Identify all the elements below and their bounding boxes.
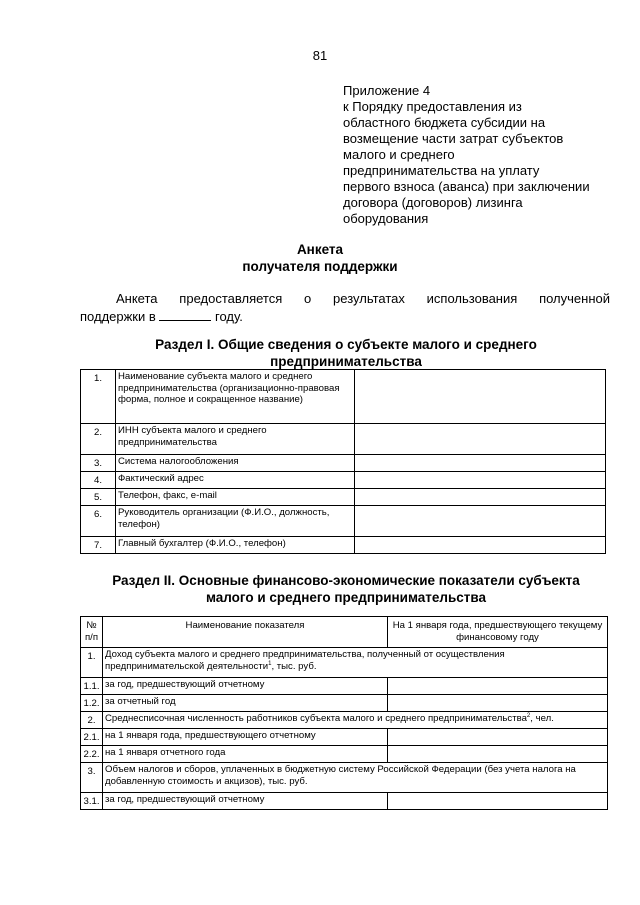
appendix-title: Приложение 4 xyxy=(343,83,431,98)
intro-prefix: поддержки в xyxy=(80,309,156,324)
table-row xyxy=(81,648,608,678)
header-number: № п/п xyxy=(81,617,103,648)
appendix-line: первого взноса (аванса) при заключении xyxy=(343,179,590,194)
row-label: Главный бухгалтер (Ф.И.О., телефон) xyxy=(116,537,355,554)
appendix-line: к Порядку предоставления из xyxy=(343,99,522,114)
table-row xyxy=(81,424,606,455)
footnote-mark: 2 xyxy=(526,712,531,719)
row-number: 3. xyxy=(81,763,103,793)
row-label: Система налогообложения xyxy=(116,455,355,472)
value-cell[interactable] xyxy=(388,678,608,695)
section1-title-line1: Раздел I. Общие сведения о субъекте малого и среднего xyxy=(155,337,537,352)
value-cell[interactable] xyxy=(355,455,606,472)
section2-title-line2: малого и среднего предпринимательства xyxy=(205,590,487,605)
row-label-tail: , чел. xyxy=(530,713,554,724)
row-number: 6. xyxy=(81,506,116,537)
row-number: 1.1. xyxy=(81,678,103,695)
row-label: за год, предшествующий отчетному xyxy=(103,793,388,810)
table-row xyxy=(81,472,606,489)
row-label-text: Среднесписочная численность работников субъекта малого и среднего предпринимательства xyxy=(105,713,527,724)
form-title xyxy=(0,241,640,275)
year-blank-field[interactable] xyxy=(159,308,211,321)
table-row xyxy=(81,489,606,506)
page-number: 81 xyxy=(312,48,328,63)
intro-suffix: году. xyxy=(215,309,243,324)
row-number: 1. xyxy=(81,648,103,678)
row-number: 5. xyxy=(81,489,116,506)
table-header-row xyxy=(81,617,608,648)
table-row xyxy=(81,729,608,746)
row-label: Фактический адрес xyxy=(116,472,355,489)
header-value: На 1 января года, предшествующего текущему финансовому году xyxy=(388,617,608,648)
table-row xyxy=(81,763,608,793)
value-cell[interactable] xyxy=(388,746,608,763)
appendix-line: возмещение части затрат субъектов xyxy=(343,131,564,146)
appendix-block xyxy=(343,83,613,227)
appendix-line: предпринимательства на уплату xyxy=(343,163,540,178)
row-number: 3. xyxy=(81,455,116,472)
row-label: Руководитель организации (Ф.И.О., должность, телефон) xyxy=(116,506,355,537)
row-number: 7. xyxy=(81,537,116,554)
value-cell[interactable] xyxy=(355,489,606,506)
form-title-line2: получателя поддержки xyxy=(242,259,398,274)
table-row xyxy=(81,746,608,763)
value-cell[interactable] xyxy=(355,424,606,455)
row-label: за отчетный год xyxy=(103,695,388,712)
table-row xyxy=(81,793,608,810)
row-number: 2.2. xyxy=(81,746,103,763)
value-cell[interactable] xyxy=(388,695,608,712)
table-row xyxy=(81,506,606,537)
row-number: 4. xyxy=(81,472,116,489)
value-cell[interactable] xyxy=(355,472,606,489)
row-label-text: Доход субъекта малого и среднего предпринимательства, полученный от осуществления предпринимательской деятельности xyxy=(105,649,505,672)
row-label: Объем налогов и сборов, уплаченных в бюджетную систему Российской Федерации (без учета налога на добавленную стоимость и акцизов), тыс. руб. xyxy=(103,763,608,793)
footnote-mark: 1 xyxy=(268,660,272,667)
row-label: Наименование субъекта малого и среднего предпринимательства (организационно-правовая форма, полное и сокращенное название) xyxy=(116,370,355,424)
value-cell[interactable] xyxy=(355,537,606,554)
intro-paragraph xyxy=(80,290,610,326)
value-cell[interactable] xyxy=(355,506,606,537)
intro-line1: Анкета предоставляется о результатах использования полученной xyxy=(116,291,610,306)
row-label: на 1 января отчетного года xyxy=(103,746,388,763)
appendix-line: областного бюджета субсидии на xyxy=(343,115,546,130)
row-number: 2. xyxy=(81,424,116,455)
row-number: 1.2. xyxy=(81,695,103,712)
appendix-line: договора (договоров) лизинга xyxy=(343,195,523,210)
section2-title xyxy=(80,572,612,606)
value-cell[interactable] xyxy=(388,793,608,810)
row-label: Телефон, факс, e-mail xyxy=(116,489,355,506)
row-number: 1. xyxy=(81,370,116,424)
section1-table xyxy=(80,369,606,554)
row-number: 2.1. xyxy=(81,729,103,746)
row-label xyxy=(103,648,608,678)
appendix-line: оборудования xyxy=(343,211,429,226)
row-label-tail: , тыс. руб. xyxy=(271,660,317,672)
form-title-line1: Анкета xyxy=(296,242,344,257)
section1-title xyxy=(80,336,612,370)
table-row xyxy=(81,537,606,554)
table-row xyxy=(81,455,606,472)
value-cell[interactable] xyxy=(355,370,606,424)
section2-title-line1: Раздел II. Основные финансово-экономические показатели субъекта xyxy=(112,573,580,588)
table-row xyxy=(81,678,608,695)
section1-title-line2: предпринимательства xyxy=(270,354,422,369)
row-number: 3.1. xyxy=(81,793,103,810)
row-label: на 1 января года, предшествующего отчетному xyxy=(103,729,388,746)
table-row xyxy=(81,370,606,424)
table-row xyxy=(81,695,608,712)
section2-table xyxy=(80,616,608,810)
header-indicator: Наименование показателя xyxy=(103,617,388,648)
intro-line2 xyxy=(80,308,610,326)
row-label xyxy=(103,712,608,729)
appendix-text xyxy=(343,99,613,227)
row-label: за год, предшествующий отчетному xyxy=(103,678,388,695)
appendix-line: малого и среднего xyxy=(343,147,455,162)
row-label: ИНН субъекта малого и среднего предпринимательства xyxy=(116,424,355,455)
table-row xyxy=(81,712,608,729)
value-cell[interactable] xyxy=(388,729,608,746)
row-number: 2. xyxy=(81,712,103,729)
